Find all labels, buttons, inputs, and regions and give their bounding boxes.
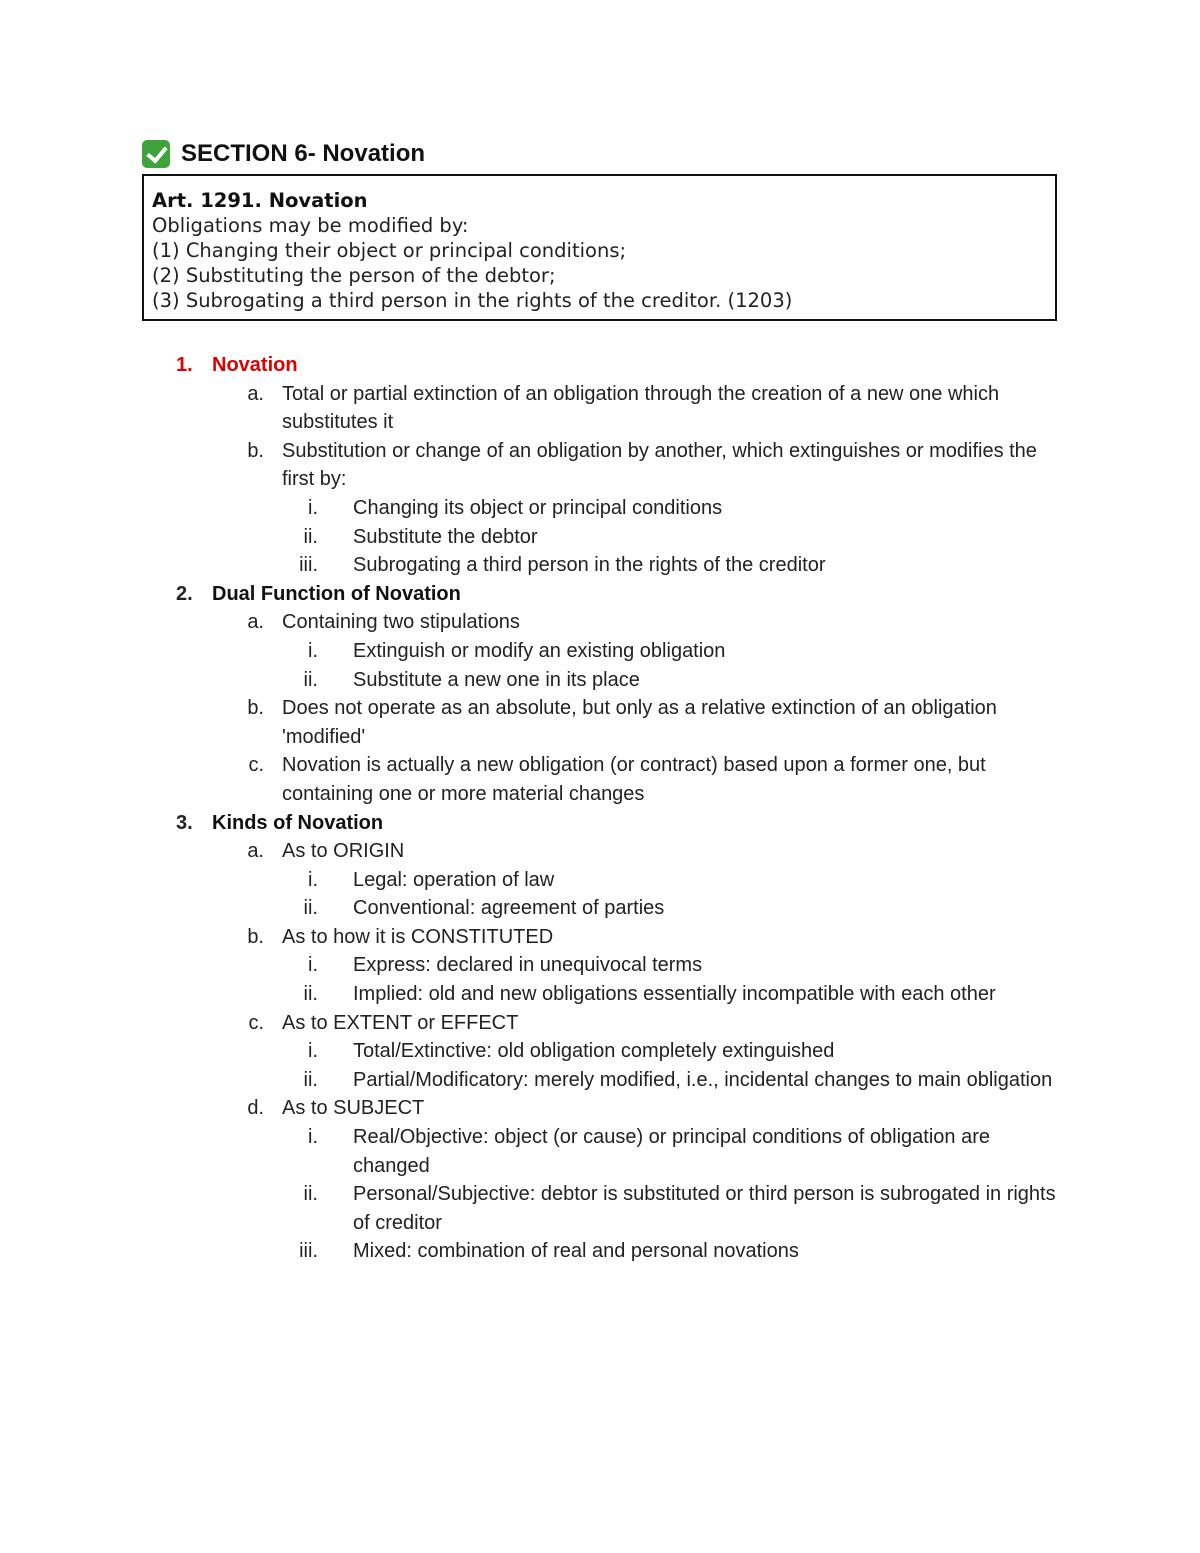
list-subitem: [0, 523, 1200, 552]
outline-heading-text: Novation: [212, 354, 298, 376]
list-marker: b.: [247, 439, 264, 462]
list-item-text: Substitute a new one in its place: [353, 668, 640, 691]
list-item: [0, 923, 1200, 952]
list-subitem: [0, 894, 1200, 923]
list-item-text: Extinguish or modify an existing obligation: [353, 639, 726, 662]
list-item-text: Changing its object or principal conditions: [353, 496, 723, 519]
list-subitem: [0, 1066, 1200, 1095]
list-marker: i.: [308, 1040, 318, 1063]
list-marker: iii.: [299, 554, 318, 577]
list-item-text: Legal: operation of law: [353, 868, 555, 891]
list-marker: i.: [308, 868, 318, 891]
list-item-text: Partial/Modificatory: merely modified, i.e., incidental changes to main obligation: [353, 1068, 1053, 1091]
outline-number: 3.: [176, 811, 193, 834]
list-marker: i.: [308, 496, 318, 519]
list-subitem: [0, 951, 1200, 980]
outline-heading: [0, 809, 1200, 838]
article-line: Obligations may be modified by:: [152, 214, 469, 237]
list-item-text: As to EXTENT or EFFECT: [282, 1011, 519, 1034]
list-marker: ii.: [303, 525, 318, 548]
list-subitem: [0, 866, 1200, 895]
list-item: [0, 694, 1200, 751]
list-subitem: [0, 494, 1200, 523]
section-title: SECTION 6- Novation: [181, 140, 426, 167]
list-item: [0, 380, 1200, 437]
list-item-text: As to how it is CONSTITUTED: [282, 925, 554, 948]
article-line: (3) Subrogating a third person in the rights of the creditor. (1203): [152, 289, 793, 312]
list-marker: b.: [247, 925, 264, 948]
list-item-text: Substitution or change of an obligation by another, which extinguishes or modifies the first by:: [282, 439, 1037, 491]
list-subitem: [0, 1123, 1200, 1180]
list-subitem: [0, 1180, 1200, 1237]
list-item-text: Express: declared in unequivocal terms: [353, 954, 703, 977]
list-item-text: Containing two stipulations: [282, 611, 520, 634]
list-marker: a.: [247, 382, 264, 405]
outline-heading: [0, 351, 1200, 380]
list-item-text: Substitute the debtor: [353, 525, 538, 548]
outline-heading: [0, 580, 1200, 609]
list-item-text: Real/Objective: object (or cause) or principal conditions of obligation are changed: [353, 1126, 991, 1177]
list-marker: ii.: [303, 983, 318, 1006]
list-item-text: Novation is actually a new obligation (or contract) based upon a former one, but containing one or more material changes: [282, 754, 986, 805]
list-subitem: [0, 980, 1200, 1009]
list-item: [0, 1009, 1200, 1038]
list-item-text: Total or partial extinction of an obligation through the creation of a new one which substitutes it: [282, 382, 1000, 434]
list-subitem: [0, 666, 1200, 695]
article-title: Art. 1291. Novation: [152, 189, 368, 212]
list-subitem: [0, 1037, 1200, 1066]
list-item-text: Conventional: agreement of parties: [353, 897, 665, 920]
list-item-text: Subrogating a third person in the rights of the creditor: [353, 554, 826, 577]
article-line: (1) Changing their object or principal conditions;: [152, 239, 627, 262]
list-marker: ii.: [303, 668, 318, 691]
list-item: [0, 751, 1200, 808]
outline-heading-text: Dual Function of Novation: [212, 582, 461, 605]
list-marker: i.: [308, 954, 318, 977]
article-box: [142, 174, 1057, 321]
list-item-text: Personal/Subjective: debtor is substituted or third person is subrogated in rights of creditor: [353, 1183, 1056, 1234]
list-marker: i.: [308, 639, 318, 662]
list-item: [0, 837, 1200, 866]
list-item-text: As to ORIGIN: [282, 840, 405, 863]
list-item: [0, 437, 1200, 494]
list-item: [0, 608, 1200, 637]
section-heading: [142, 140, 425, 168]
list-marker: ii.: [303, 1068, 318, 1091]
outline-number: 1.: [176, 354, 193, 376]
article-line: (2) Substituting the person of the debtor;: [152, 264, 556, 287]
list-marker: a.: [247, 611, 264, 634]
list-marker: ii.: [303, 897, 318, 920]
list-item-text: Mixed: combination of real and personal novations: [353, 1240, 799, 1263]
list-marker: ii.: [303, 1183, 318, 1206]
list-subitem: [0, 1237, 1200, 1266]
outline-heading-text: Kinds of Novation: [212, 811, 384, 834]
outline-number: 2.: [176, 582, 193, 605]
list-marker: i.: [308, 1126, 318, 1149]
list-subitem: [0, 637, 1200, 666]
list-marker: c.: [248, 754, 264, 777]
list-marker: d.: [247, 1097, 264, 1120]
list-item-text: Does not operate as an absolute, but only as a relative extinction of an obligation 'modified': [282, 697, 997, 748]
outline-list: [0, 351, 1200, 1266]
list-item-text: Implied: old and new obligations essentially incompatible with each other: [353, 983, 996, 1006]
list-marker: iii.: [299, 1240, 318, 1263]
list-item: [0, 1094, 1200, 1123]
list-item-text: Total/Extinctive: old obligation completely extinguished: [353, 1040, 835, 1063]
list-marker: a.: [247, 840, 264, 863]
list-item-text: As to SUBJECT: [282, 1097, 425, 1120]
check-mark-icon: [142, 140, 170, 168]
list-subitem: [0, 551, 1200, 580]
list-marker: b.: [247, 697, 264, 720]
list-marker: c.: [248, 1011, 264, 1034]
